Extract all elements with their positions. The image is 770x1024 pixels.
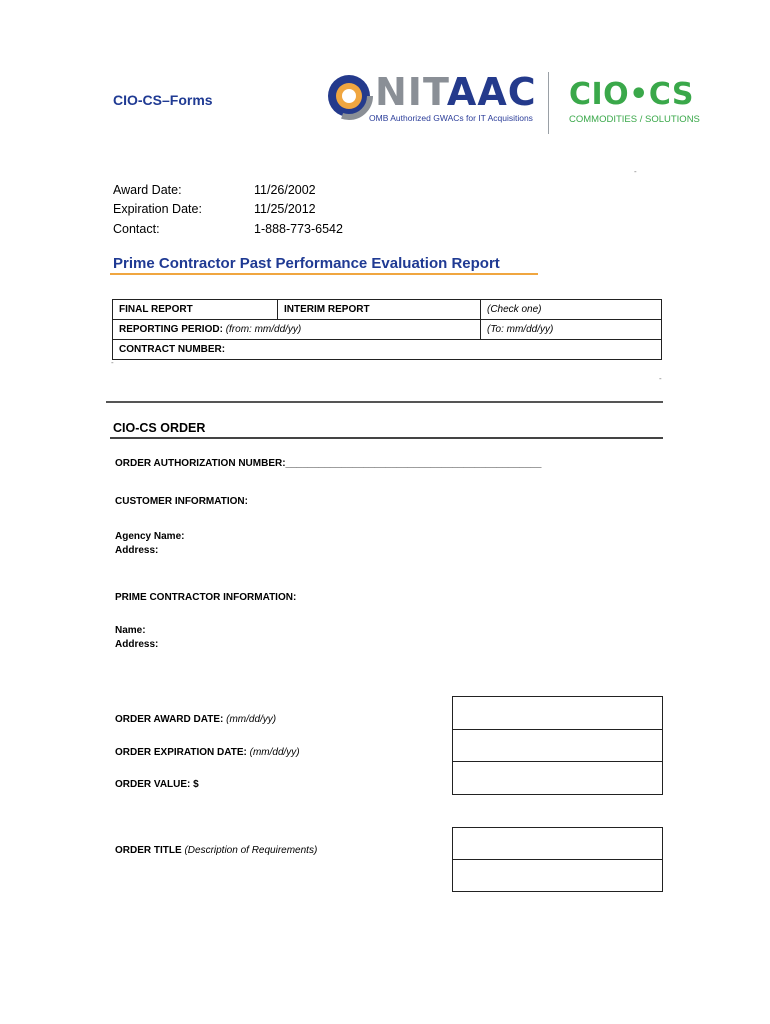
- order-title-input[interactable]: [452, 827, 663, 860]
- order-award-date-input[interactable]: [452, 696, 663, 730]
- section-divider: [106, 401, 663, 403]
- order-value-label: ORDER VALUE: $: [115, 779, 199, 790]
- nitaac-wordmark: [375, 70, 537, 114]
- final-report-option[interactable]: [113, 300, 278, 320]
- forms-title: CIO-CS–Forms: [113, 92, 213, 108]
- order-award-date-hint: (mm/dd/yy): [226, 714, 277, 725]
- order-title-label-row: [115, 845, 317, 856]
- nitaac-word-prefix: NIT: [375, 70, 447, 114]
- nitaac-word-suffix: AAC: [446, 70, 537, 114]
- table-row: [113, 320, 662, 340]
- reporting-period-label: REPORTING PERIOD:: [119, 324, 223, 335]
- authorization-number-line: ______________________________________________: [285, 458, 542, 469]
- award-date-label: Award Date:: [113, 183, 182, 197]
- interim-report-option[interactable]: [278, 300, 481, 320]
- report-title: Prime Contractor Past Performance Evaluation Report: [113, 255, 500, 272]
- reporting-period-from-hint: (from: mm/dd/yy): [225, 324, 302, 335]
- contact-value: 1-888-773-6542: [254, 222, 343, 236]
- nitaac-tagline: OMB Authorized GWACs for IT Acquisitions: [369, 113, 533, 123]
- customer-address-label: Address:: [115, 545, 159, 556]
- stray-mark: -: [111, 358, 114, 367]
- final-report-label: FINAL REPORT: [119, 304, 193, 315]
- table-row: [113, 300, 662, 320]
- table-row: [113, 340, 662, 360]
- order-value-input[interactable]: [452, 761, 663, 795]
- expiration-date-label: Expiration Date:: [113, 202, 202, 216]
- order-heading-rule: [110, 437, 663, 439]
- report-type-table: [112, 299, 662, 360]
- ciocs-logo: [569, 78, 700, 125]
- ciocs-wordmark: CIO•CS: [569, 77, 695, 112]
- order-expiration-date-label-row: [115, 747, 300, 758]
- contract-number-field[interactable]: [113, 340, 662, 360]
- order-award-date-label-row: [115, 714, 276, 725]
- check-one-hint: (Check one): [487, 304, 542, 315]
- stray-mark: -: [634, 167, 637, 176]
- award-date-value: 11/26/2002: [254, 183, 316, 197]
- order-title-label: ORDER TITLE: [115, 845, 182, 856]
- nitaac-logo: [325, 72, 540, 132]
- customer-info-heading: CUSTOMER INFORMATION:: [115, 496, 248, 507]
- logo-divider: [548, 72, 549, 134]
- order-award-date-label: ORDER AWARD DATE:: [115, 714, 224, 725]
- reporting-period-from-field[interactable]: [113, 320, 481, 340]
- order-heading: CIO-CS ORDER: [113, 421, 206, 435]
- expiration-date-value: 11/25/2012: [254, 202, 316, 216]
- prime-name-label: Name:: [115, 625, 146, 636]
- contact-label: Contact:: [113, 222, 160, 236]
- order-title-hint: (Description of Requirements): [184, 845, 318, 856]
- order-expiration-date-input[interactable]: [452, 729, 663, 762]
- authorization-number-field[interactable]: [115, 458, 541, 469]
- order-title-input-2[interactable]: [452, 859, 663, 892]
- prime-contractor-heading: PRIME CONTRACTOR INFORMATION:: [115, 592, 297, 603]
- contract-number-label: CONTRACT NUMBER:: [119, 344, 226, 355]
- prime-address-label: Address:: [115, 639, 159, 650]
- order-expiration-date-label: ORDER EXPIRATION DATE:: [115, 747, 247, 758]
- check-one-hint-cell: [481, 300, 662, 320]
- reporting-period-to-field[interactable]: [481, 320, 662, 340]
- report-title-underline: [110, 273, 538, 275]
- authorization-number-label: ORDER AUTHORIZATION NUMBER:: [115, 458, 286, 469]
- interim-report-label: INTERIM REPORT: [284, 304, 370, 315]
- agency-name-label: Agency Name:: [115, 531, 185, 542]
- order-expiration-date-hint: (mm/dd/yy): [249, 747, 300, 758]
- stray-mark: -: [659, 374, 662, 383]
- reporting-period-to-hint: (To: mm/dd/yy): [487, 324, 554, 335]
- nitaac-swirl-icon: [325, 72, 373, 120]
- ciocs-tagline: COMMODITIES / SOLUTIONS: [569, 114, 700, 125]
